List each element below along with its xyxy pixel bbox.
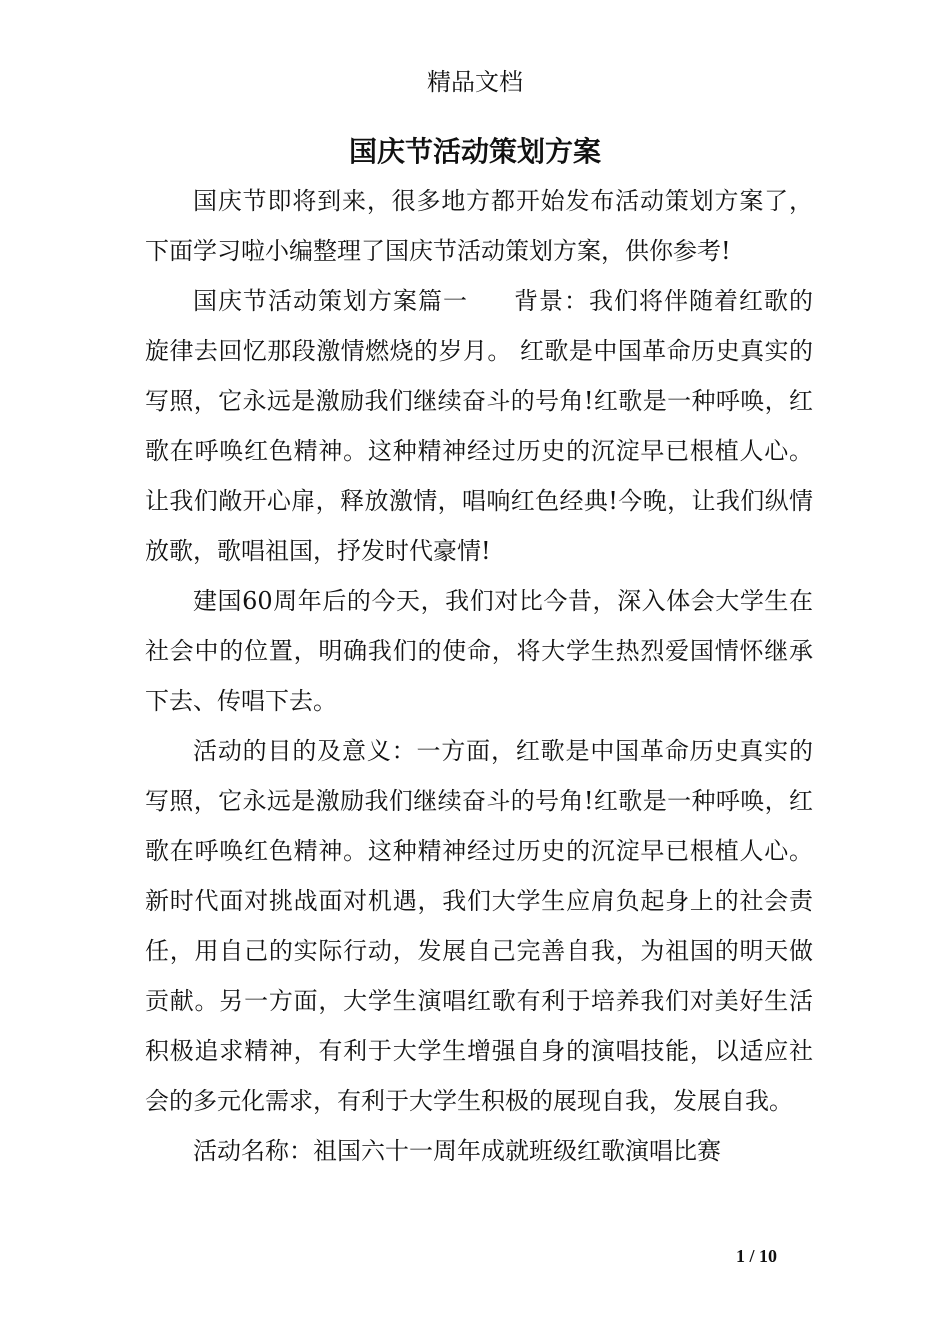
section-one-paragraph	[145, 276, 813, 576]
anniversary-paragraph: 建国60周年后的今天，我们对比今昔，深入体会大学生在社会中的位置，明确我们的使命，将大学生热烈爱国情怀继承下去、传唱下去。	[145, 587, 813, 715]
activity-name-paragraph: 活动名称：祖国六十一周年成就班级红歌演唱比赛	[193, 1137, 721, 1165]
intro-paragraph: 国庆节即将到来，很多地方都开始发布活动策划方案了，下面学习啦小编整理了国庆节活动策划方案，供你参考!	[145, 187, 813, 265]
document-body	[145, 176, 813, 1176]
page-number: 1 / 10	[736, 1246, 778, 1266]
section-one-heading: 国庆节活动策划方案篇一	[193, 287, 468, 315]
background-text: 背景：我们将伴随着红歌的旋律去回忆那段激情燃烧的岁月。 红歌是中国革命历史真实的写照，它永远是激励我们继续奋斗的号角!红歌是一种呼唤，红歌在呼唤红色精神。这种精神经过历史的沉淀早已根植人心。让我们敞开心扉，释放激情，唱响红色经典!今晚，让我们纵情放歌，歌唱祖国，抒发时代豪情!	[145, 287, 813, 565]
document-title: 国庆节活动策划方案	[348, 135, 601, 168]
purpose-paragraph: 活动的目的及意义：一方面，红歌是中国革命历史真实的写照，它永远是激励我们继续奋斗的号角!红歌是一种呼唤，红歌在呼唤红色精神。这种精神经过历史的沉淀早已根植人心。新时代面对挑战面对机遇，我们大学生应肩负起身上的社会责任，用自己的实际行动，发展自己完善自我，为祖国的明天做贡献。另一方面，大学生演唱红歌有利于培养我们对美好生活积极追求精神，有利于大学生增强自身的演唱技能，以适应社会的多元化需求，有利于大学生积极的展现自我，发展自我。	[145, 737, 813, 1115]
page-header: 精品文档	[427, 68, 523, 96]
